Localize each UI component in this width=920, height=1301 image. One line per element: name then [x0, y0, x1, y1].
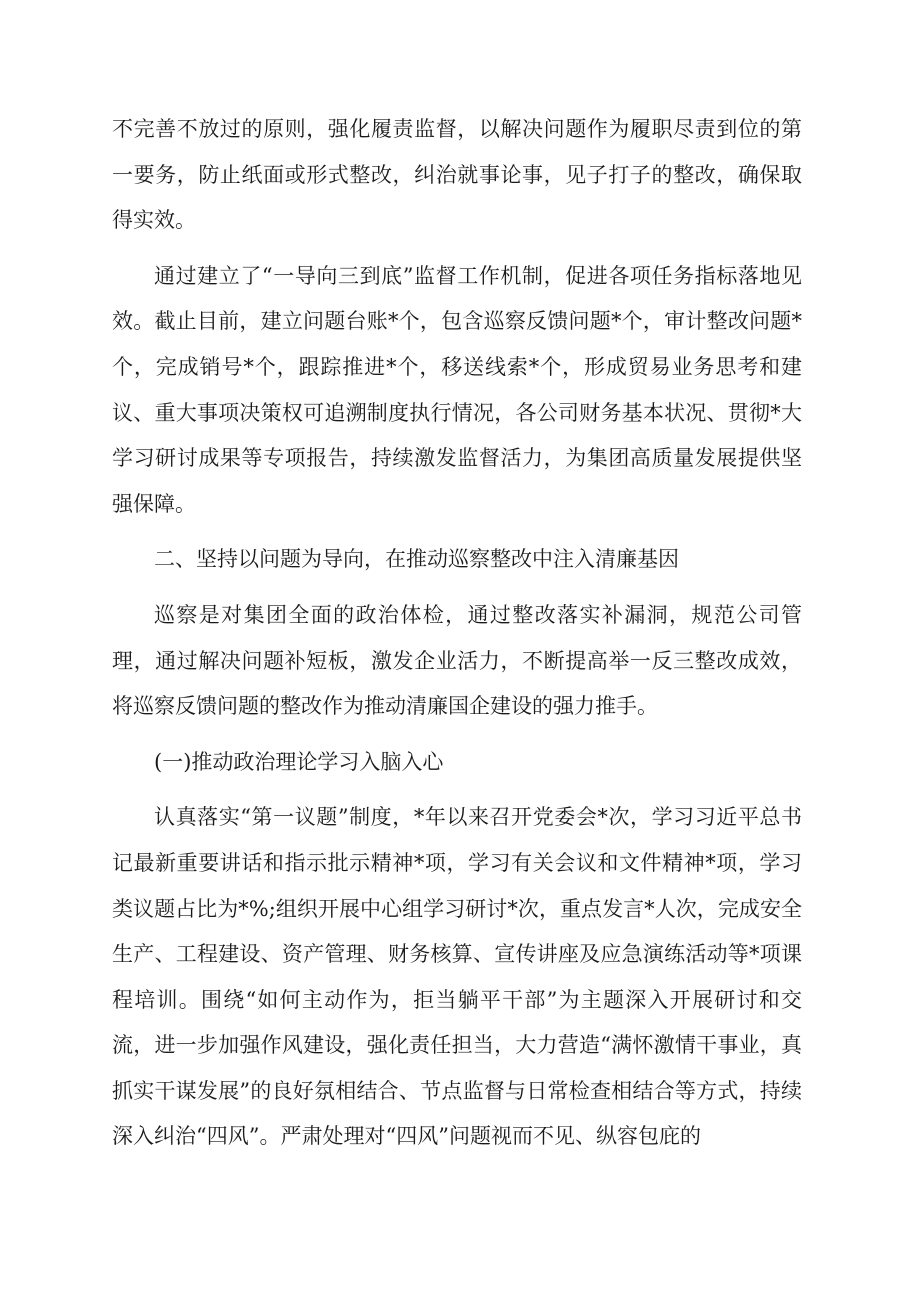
paragraph-inspection: 巡察是对集团全面的政治体检，通过整改落实补漏洞，规范公司管理，通过解决问题补短板，激发企业活力，不断提高举一反三整改成效，将巡察反馈问题的整改作为推动清廉国企建设的强力推手。: [112, 602, 802, 719]
paragraph-supervision-mechanism: 通过建立了“一导向三到底”监督工作机制，促进各项任务指标落地见效。截止目前，建立问题台账*个，包含巡察反馈问题*个，审计整改问题*个，完成销号*个，跟踪推进*个，移送线索*个，形成贸易业务思考和建议、重大事项决策权可追溯制度执行情况，各公司财务基本状况、贯彻*大学习研讨成果等专项报告，持续激发监督活力，为集团高质量发展提供坚强保障。: [112, 263, 802, 516]
paragraph-political-study: 认真落实“第一议题”制度，*年以来召开党委会*次，学习习近平总书记最新重要讲话和指示批示精神*项，学习有关会议和文件精神*项，学习类议题占比为*%;组织开展中心组学习研讨*次，重点发言*人次，完成安全生产、工程建设、资产管理、财务核算、宣传讲座及应急演练活动等*项课程培训。围绕“如何主动作为，拒当躺平干部”为主题深入开展研讨和交流，进一步加强作风建设，强化责任担当，大力营造“满怀激情干事业，真抓实干谋发展”的良好氛相结合、节点监督与日常检查相结合等方式，持续深入纠治“四风”。严肃处理对“四风”问题视而不见、纵容包庇的: [112, 805, 802, 1149]
paragraph-continuation: 不完善不放过的原则，强化履责监督，以解决问题作为履职尽责到位的第一要务，防止纸面或形式整改，纠治就事论事，见子打子的整改，确保取得实效。: [112, 117, 802, 233]
document-body: [112, 107, 802, 1160]
section-heading-2: 二、坚持以问题为导向，在推动巡察整改中注入清廉基因: [154, 547, 679, 572]
subsection-heading-1: (一)推动政治理论学习入脑入心: [154, 749, 444, 774]
